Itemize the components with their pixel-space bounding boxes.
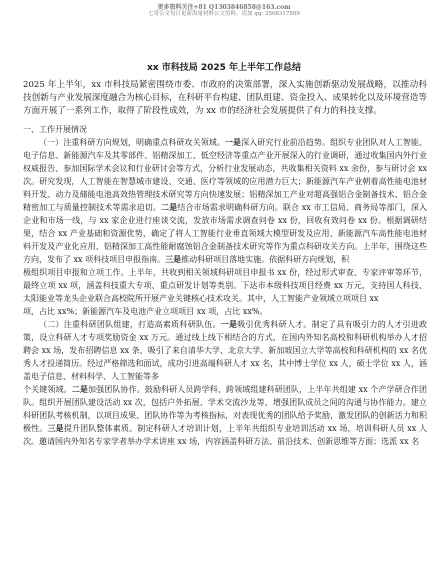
paragraph: 个关键领域。二是加强团队协作。鼓励科研人员跨学科、跨领域组建科研团队，上半年共组建 xx 个产学研合作团队。组织开展团队建设活动 xx 次，包括户外拓展、学术交流沙龙等，增强团队成员之间的沟通与协作能力。建立科研团队考核机制，以项目成果、团队协作等为考核指标，对表现优秀的团队给予奖励，激发团队的创新活力和积极性。三是提升团队整体素质。制定科研人才培训计划，上半年共组织专业培训活动 xx 场，培训科研人员 xx 人次。邀请国内外知名专家学者举办学术讲座 xx 场，内容涵盖科研方法、前沿技术、创新思维等方面；选派 xx 名 [23, 384, 428, 446]
point-marker: 一是 [224, 137, 242, 147]
paragraph: 一、工作开展情况 [23, 125, 87, 134]
paragraph: （一）注重科研方向规划，明确重点科研攻关领域。一是深入研究行业前沿趋势。组织专业团队对人工智能、电子信息、新能源汽车及其零部件、铝精深加工、低空经济等重点产业开展深入的行业调研，通过收集国内外行业权威报告、参加国际学术会议和行业研讨会等方式，分析行业发展动态，共收集相关资料 xx 余份，参与研讨会 xx 次。研究发现，人工智能在智慧城市建设、交通、医疗等领域的应用潜力巨大；新能源汽车产业朝着高性能电池材料开发、动力及储能电池高效热管理技术研究等方向快速发展；铝精深加工产业对超高强铝合金制备技术、铝合金精密加工与质量控制技术等需求迫切。二是结合市场需求明确科研方向。联合 xx 市工信局、商务局等部门，深入企业和市场一线，与 xx 家企业进行座谈交流，发放市场需求调查问卷 xx 份，回收有效问卷 xx 份。根据调研结果，结合 xx 产业基础和资源优势，确定了将人工智能行业垂直领域大模型研发及应用、新能源汽车高性能电池材料开发及产业化应用、铝精深加工高性能耐腐蚀铝合金制备技术研究等作为重点科研攻关方向。上半年，围绕这些方向，发布了 xx 项科技项目申报指南。三是推动科研项目落地实施。依据科研方向规划，积 [23, 137, 428, 264]
header-line-1: 更多资料关注+81 Q1303846858@163.com [157, 4, 291, 11]
point-marker: 一是 [220, 319, 238, 329]
page-header [0, 4, 448, 18]
paragraph: 极组织项目申报和立项工作。上半年，共收到相关领域科研项目申报书 xx 份，经过形式审查、专家评审等环节，最终立项 xx 项，涵盖科技重大专项、重点研发计划等类别。下达市本级科技项目经费 xx 万元，支持国人科技、太阳能业等龙头企业联合高校院所开展产业关键核心技术攻关。其中，人工智能产业领域立项项目 xx [23, 268, 427, 303]
paragraph: 2025 年上半年，xx 市科技局紧密围绕市委、市政府的决策部署，深入实施创新驱动发展战略，以推动科技创新与产业发展深度融合为核心目标，在科研平台构建、团队组建、资金投入、成果转化以及环境营造等方面开展了一系列工作，取得了阶段性成效，为 xx 市的经济社会发展提供了有力的科技支撑。 [23, 80, 427, 116]
point-marker: 三是 [47, 423, 64, 433]
header-line-2: 七哥公文每日更新海量材料公文资料，请加 qq: 2568317509 [148, 11, 300, 17]
paragraph: （二）注重科研团队组建，打造高素质科研队伍。一是吸引优秀科研人才。制定了具有吸引力的人才引进政策，设立科研人才专项奖励资金 xx 万元。通过线上线下相结合的方式，在国内外知名高校和科研机构举办人才招聘会 xx 场，发布招聘信息 xx 条，吸引了来自清华大学、北京大学、新加坡国立大学等高校和科研机构的 xx 名优秀人才投递简历。经过严格筛选和面试，成功引进高端科研人才 xx 名，其中博士学位 xx 人，硕士学位 xx 人，涵盖电子信息、材料科学、人工智能等多 [23, 319, 428, 381]
point-marker: 三是 [165, 254, 182, 264]
point-marker: 二是 [71, 384, 88, 394]
document-body [23, 79, 427, 448]
document-title: xx 市科技局 2025 年上半年工作总结 [146, 63, 302, 73]
point-marker: 二是 [161, 202, 178, 212]
paragraph: 项，占比 xx%；新能源汽车及电池产业立项项目 xx 项，占比 xx%。 [23, 307, 268, 316]
